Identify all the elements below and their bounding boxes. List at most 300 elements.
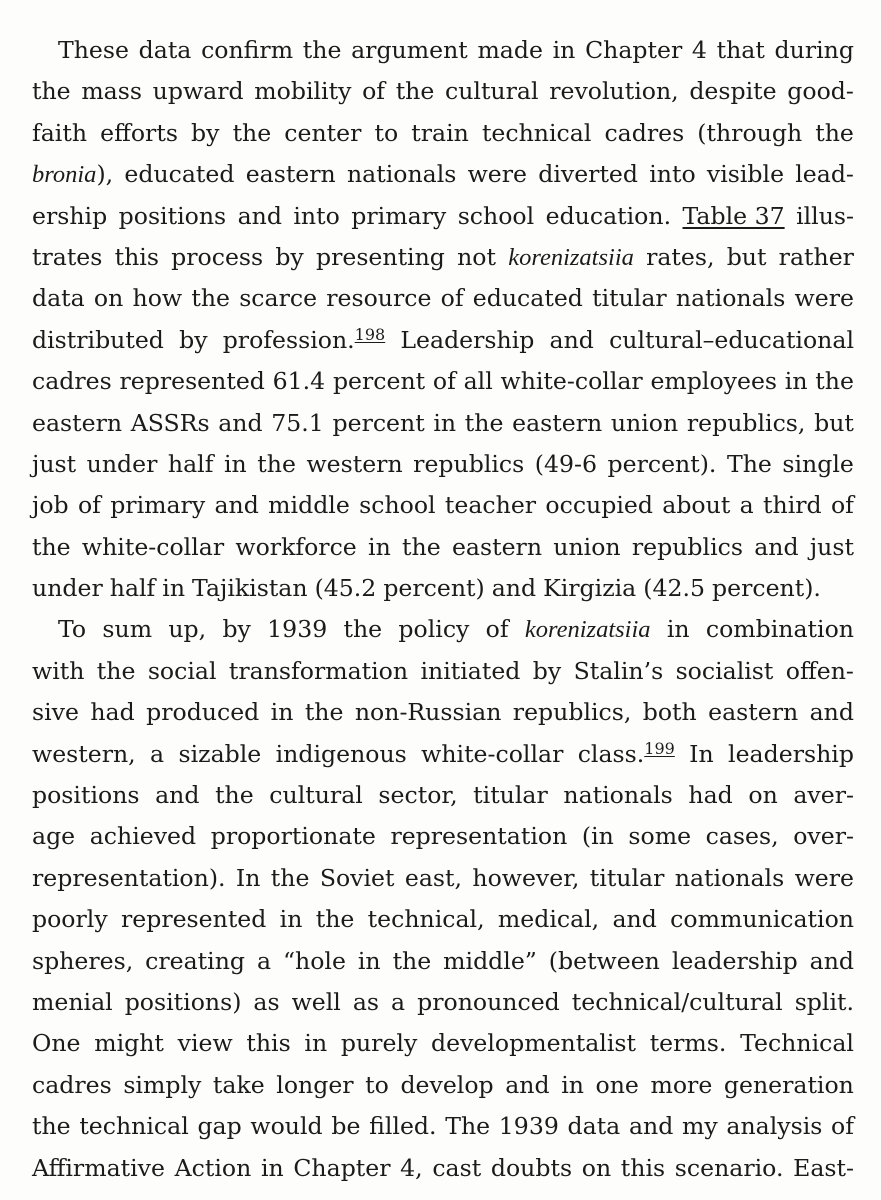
- word: representation: [390, 822, 568, 851]
- word: employees: [650, 367, 778, 396]
- word: produced: [146, 698, 260, 727]
- word: achieved: [89, 822, 197, 851]
- word: East-: [793, 1153, 854, 1182]
- italic-term: korenizatsiia: [508, 243, 634, 271]
- word: poorly: [32, 905, 108, 934]
- table-37-link[interactable]: Table 37: [682, 201, 785, 230]
- word: cadres: [32, 1070, 112, 1099]
- word: of: [830, 491, 854, 520]
- word: titular: [473, 781, 548, 810]
- word: presenting: [315, 242, 445, 271]
- footnote-ref-198[interactable]: 198: [354, 324, 386, 344]
- word: republics,: [512, 698, 632, 727]
- word: creating: [145, 946, 246, 975]
- word: titular: [592, 284, 667, 313]
- word: and: [754, 532, 799, 561]
- word: nationals: [346, 160, 457, 189]
- word: third: [763, 491, 822, 520]
- word: technical: [79, 1112, 189, 1141]
- word: western,: [32, 739, 136, 768]
- word: single: [782, 449, 854, 478]
- word: Soviet: [319, 863, 395, 892]
- word: In: [689, 739, 714, 768]
- word: well: [291, 987, 341, 1016]
- word: analysis: [726, 1112, 823, 1141]
- word: data: [567, 1112, 621, 1141]
- word: policy: [398, 615, 470, 644]
- word: cast: [432, 1153, 482, 1182]
- word: more: [650, 1070, 713, 1099]
- word: [508, 237, 634, 278]
- text-line: [32, 734, 854, 775]
- word: scarce: [239, 284, 318, 313]
- word: In: [235, 863, 261, 892]
- word: social: [147, 656, 217, 685]
- word: (42.5: [643, 574, 706, 603]
- text-body: [32, 30, 854, 1189]
- word: visible: [706, 160, 785, 189]
- word: the: [232, 118, 272, 147]
- word: Chapter: [585, 36, 683, 64]
- word: percent).: [712, 574, 821, 603]
- word: One: [32, 1029, 81, 1058]
- word: offen-: [785, 656, 854, 685]
- word: a: [739, 491, 754, 520]
- word: sizable: [178, 739, 262, 768]
- word: under: [86, 449, 158, 478]
- word: teacher: [444, 491, 537, 520]
- word: but: [814, 408, 854, 437]
- italic-term: bronia: [32, 161, 97, 189]
- text-line: [32, 444, 854, 485]
- word: pronounced: [417, 987, 560, 1016]
- word: and: [612, 905, 657, 934]
- word: “hole: [282, 946, 346, 975]
- text-line: [32, 30, 854, 71]
- text-line: [32, 858, 854, 899]
- word: had: [90, 698, 135, 727]
- word: aver-: [793, 781, 854, 810]
- word: were: [794, 284, 854, 313]
- word: as: [253, 987, 280, 1016]
- word: the: [32, 532, 71, 561]
- word: into: [293, 201, 340, 230]
- word: good-: [787, 77, 854, 106]
- word: into: [649, 160, 696, 189]
- text-line: [32, 1065, 854, 1106]
- word: sive: [32, 698, 79, 727]
- word: the: [96, 656, 136, 685]
- text-line: [32, 403, 854, 444]
- word: proportionate: [210, 822, 376, 851]
- word: center: [284, 118, 362, 147]
- word: union: [610, 408, 679, 437]
- word: and: [549, 325, 594, 354]
- word: menial: [32, 987, 113, 1016]
- word: split.: [794, 987, 854, 1016]
- word: and: [237, 201, 282, 230]
- word: take: [212, 1070, 265, 1099]
- word: and: [809, 698, 854, 727]
- word: my: [682, 1112, 718, 1141]
- word: doubts: [490, 1153, 573, 1182]
- word: rates,: [646, 242, 715, 271]
- word: a: [150, 739, 165, 768]
- word: eastern: [245, 160, 336, 189]
- word: [525, 609, 651, 650]
- word: primary: [351, 201, 447, 230]
- text-line: [32, 1023, 854, 1064]
- text-line: [32, 775, 854, 816]
- word: white-collar: [500, 367, 643, 396]
- text-line: [32, 982, 854, 1023]
- word: Stalin’s: [573, 656, 664, 685]
- word: just: [32, 449, 77, 478]
- word: the: [395, 77, 435, 106]
- word: medical,: [497, 905, 600, 934]
- text-line: [32, 692, 854, 733]
- word: Tajikistan: [192, 574, 308, 603]
- text-line: [32, 361, 854, 402]
- word: bronia),: [32, 160, 114, 189]
- word: in: [162, 574, 186, 603]
- word: union: [553, 532, 621, 561]
- word: cadres: [32, 367, 112, 396]
- word: communication: [670, 905, 854, 934]
- text-line: [32, 237, 854, 278]
- word: cases,: [705, 822, 779, 851]
- word: the: [343, 615, 383, 644]
- word: data: [32, 284, 85, 313]
- text-line: [32, 651, 854, 692]
- word: (49-6: [534, 449, 597, 478]
- word: this: [246, 1029, 291, 1058]
- word: a: [256, 946, 272, 975]
- word: leadership: [671, 946, 798, 975]
- word: Chapter: [293, 1153, 391, 1182]
- word: had: [688, 781, 733, 810]
- word: develop: [400, 1070, 494, 1099]
- word: occupied: [545, 491, 653, 520]
- word: revolution,: [549, 77, 679, 106]
- word: developmentalist: [431, 1029, 636, 1058]
- word: These: [58, 36, 129, 64]
- word: half: [109, 574, 156, 603]
- word: sector,: [378, 781, 458, 810]
- word: of: [831, 1112, 854, 1141]
- word: terms.: [649, 1029, 727, 1058]
- word: initiated: [420, 656, 521, 685]
- word: lead-: [795, 160, 854, 189]
- word: gap: [197, 1112, 242, 1141]
- word: generation: [723, 1070, 854, 1099]
- word: represented: [120, 905, 267, 934]
- word: eastern: [708, 698, 799, 727]
- word: confirm: [201, 36, 294, 64]
- word: Action: [174, 1153, 252, 1182]
- word: might: [94, 1029, 164, 1058]
- word: positions: [118, 201, 227, 230]
- word: would: [250, 1112, 323, 1141]
- word: not: [457, 242, 496, 271]
- word: western: [306, 449, 403, 478]
- word: the: [464, 408, 504, 437]
- text-line: [32, 609, 854, 650]
- word: by: [222, 615, 251, 644]
- word: train: [411, 118, 469, 147]
- word: to: [365, 1070, 389, 1099]
- word: and: [218, 408, 263, 437]
- word: illus-: [796, 201, 854, 230]
- word: despite: [689, 77, 777, 106]
- word: mobility: [254, 77, 352, 106]
- word: Affirmative: [32, 1153, 165, 1182]
- word: cadres: [604, 118, 685, 147]
- word: but: [726, 242, 767, 271]
- word: the: [815, 118, 854, 147]
- word: by: [275, 242, 304, 271]
- word: in: [260, 1153, 284, 1182]
- word: longer: [276, 1070, 354, 1099]
- word: (in: [581, 822, 614, 851]
- word: distributed: [32, 325, 164, 354]
- word: by: [179, 325, 208, 354]
- word: in: [368, 532, 391, 561]
- word: republics: [631, 532, 743, 561]
- word: 1939: [498, 1112, 559, 1141]
- word: and: [491, 574, 537, 603]
- word: white-collar: [81, 532, 225, 561]
- word: all: [463, 367, 493, 396]
- text-line: [32, 113, 854, 154]
- word: (through: [697, 118, 803, 147]
- word: educated: [472, 284, 583, 313]
- word: the: [215, 781, 254, 810]
- text-line: [32, 154, 854, 195]
- word: eastern: [451, 532, 543, 561]
- word: in: [304, 1029, 328, 1058]
- word: by: [191, 118, 220, 147]
- word: the: [32, 77, 71, 106]
- word: in: [784, 367, 808, 396]
- word: with: [32, 656, 85, 685]
- word: school: [457, 201, 535, 230]
- word: 4: [691, 36, 707, 64]
- word: on: [93, 284, 124, 313]
- word: data: [138, 36, 192, 64]
- word: percent: [332, 367, 426, 396]
- word: and: [505, 1070, 550, 1099]
- word: by: [532, 656, 562, 685]
- word: represented: [119, 367, 265, 396]
- word: profession.$^{198}$: [222, 324, 386, 354]
- word: efforts: [100, 118, 178, 147]
- word: on: [748, 781, 778, 810]
- text-line: [32, 568, 854, 609]
- word: workforce: [235, 532, 357, 561]
- word: positions): [124, 987, 242, 1016]
- word: socialist: [675, 656, 774, 685]
- word: middle: [268, 491, 350, 520]
- word: in: [270, 698, 294, 727]
- word: just: [809, 532, 854, 561]
- word: cultural: [269, 781, 363, 810]
- word: indigenous: [275, 739, 407, 768]
- word: of: [485, 615, 509, 644]
- word: middle”: [443, 946, 537, 975]
- word: over-: [793, 822, 854, 851]
- word: in: [224, 449, 247, 478]
- word: were: [467, 160, 528, 189]
- word: that: [716, 36, 765, 64]
- word: Leadership: [400, 325, 535, 354]
- word: technical,: [367, 905, 485, 934]
- word: republics: [413, 449, 525, 478]
- word: of: [77, 491, 101, 520]
- word: titular: [589, 863, 665, 892]
- word: the: [815, 367, 854, 396]
- word: how: [132, 284, 183, 313]
- word: technical: [481, 118, 592, 147]
- word: non-Russian: [354, 698, 502, 727]
- word: in: [666, 615, 690, 644]
- footnote-ref-199[interactable]: 199: [644, 738, 675, 758]
- word: leadership: [728, 739, 854, 768]
- text-line: [32, 1106, 854, 1147]
- word: and: [809, 946, 854, 975]
- word: 1939: [267, 615, 328, 644]
- word: and: [155, 781, 200, 810]
- word: education.: [545, 201, 672, 230]
- word: school: [359, 491, 436, 520]
- word: percent: [332, 408, 425, 437]
- word: however,: [472, 863, 580, 892]
- word: argument: [351, 36, 468, 64]
- word: class.$^{199}$: [577, 738, 675, 768]
- word: republics,: [686, 408, 806, 437]
- word: combination: [705, 615, 854, 644]
- word: simply: [123, 1070, 202, 1099]
- word: technical/cultural: [571, 987, 783, 1016]
- word: the: [191, 284, 230, 313]
- word: and: [628, 1112, 674, 1141]
- word: during: [774, 36, 854, 64]
- word: a: [391, 987, 406, 1016]
- word: this: [114, 242, 159, 271]
- word: some: [628, 822, 692, 851]
- word: diverted: [538, 160, 639, 189]
- word: in: [561, 1070, 584, 1099]
- word: the: [304, 698, 344, 727]
- text-line: [32, 196, 854, 237]
- word: the: [302, 36, 342, 64]
- word: nationals: [674, 863, 785, 892]
- word: cultural–educational: [609, 325, 854, 354]
- word: ASSRs: [130, 408, 210, 437]
- word: transformation: [228, 656, 409, 685]
- word: the: [32, 1112, 71, 1141]
- word: 75.1: [271, 408, 324, 437]
- word: upward: [152, 77, 244, 106]
- word: the: [402, 532, 441, 561]
- word: trates: [32, 242, 103, 271]
- word: to: [374, 118, 399, 147]
- word: primary: [110, 491, 206, 520]
- word: Technical: [740, 1029, 854, 1058]
- word: the: [270, 863, 310, 892]
- word: the: [315, 905, 355, 934]
- word: this: [620, 1153, 666, 1182]
- word: on: [581, 1153, 612, 1182]
- word: under: [32, 574, 103, 603]
- word: eastern: [32, 408, 123, 437]
- text-line: [32, 320, 854, 361]
- text-line: [32, 941, 854, 982]
- word: in: [552, 36, 576, 64]
- italic-term: korenizatsiia: [524, 616, 651, 644]
- word: be: [331, 1112, 361, 1141]
- word: about: [662, 491, 731, 520]
- word: To: [58, 615, 87, 644]
- word: cultural: [445, 77, 539, 106]
- word: mass: [81, 77, 142, 106]
- word: the: [257, 449, 296, 478]
- word: nationals: [675, 284, 786, 313]
- word: in: [433, 408, 457, 437]
- text-line: [32, 278, 854, 319]
- text-line: [32, 527, 854, 568]
- word: age: [32, 822, 76, 851]
- word: 61.4: [272, 367, 326, 396]
- word: Kirgizia: [543, 574, 637, 603]
- word: The: [445, 1112, 491, 1141]
- word: (between: [548, 946, 660, 975]
- word: positions: [32, 781, 140, 810]
- word: representation).: [32, 863, 226, 892]
- word: up,: [168, 615, 207, 644]
- word: percent).: [607, 449, 717, 478]
- word: ership: [32, 201, 108, 230]
- word: The: [726, 449, 772, 478]
- word: east,: [404, 863, 462, 892]
- word: the: [392, 946, 432, 975]
- word: 4,: [400, 1153, 423, 1182]
- word: one: [595, 1070, 639, 1099]
- word: eastern: [512, 408, 603, 437]
- text-line: [32, 485, 854, 526]
- word: sum: [102, 615, 153, 644]
- word: in: [279, 905, 303, 934]
- word: in: [357, 946, 381, 975]
- word: half: [167, 449, 214, 478]
- text-line: [32, 899, 854, 940]
- word: scenario.: [674, 1153, 784, 1182]
- word: of: [362, 77, 386, 106]
- word: educated: [124, 160, 235, 189]
- text-line: [32, 816, 854, 857]
- word: nationals: [563, 781, 673, 810]
- word: job: [32, 491, 69, 520]
- word: (45.2: [314, 574, 377, 603]
- word: of: [432, 367, 456, 396]
- word: both: [642, 698, 697, 727]
- word: white-collar: [421, 739, 564, 768]
- word: purely: [340, 1029, 418, 1058]
- word: filled.: [369, 1112, 437, 1141]
- word: and: [214, 491, 259, 520]
- word: spheres,: [32, 946, 134, 975]
- word: of: [440, 284, 464, 313]
